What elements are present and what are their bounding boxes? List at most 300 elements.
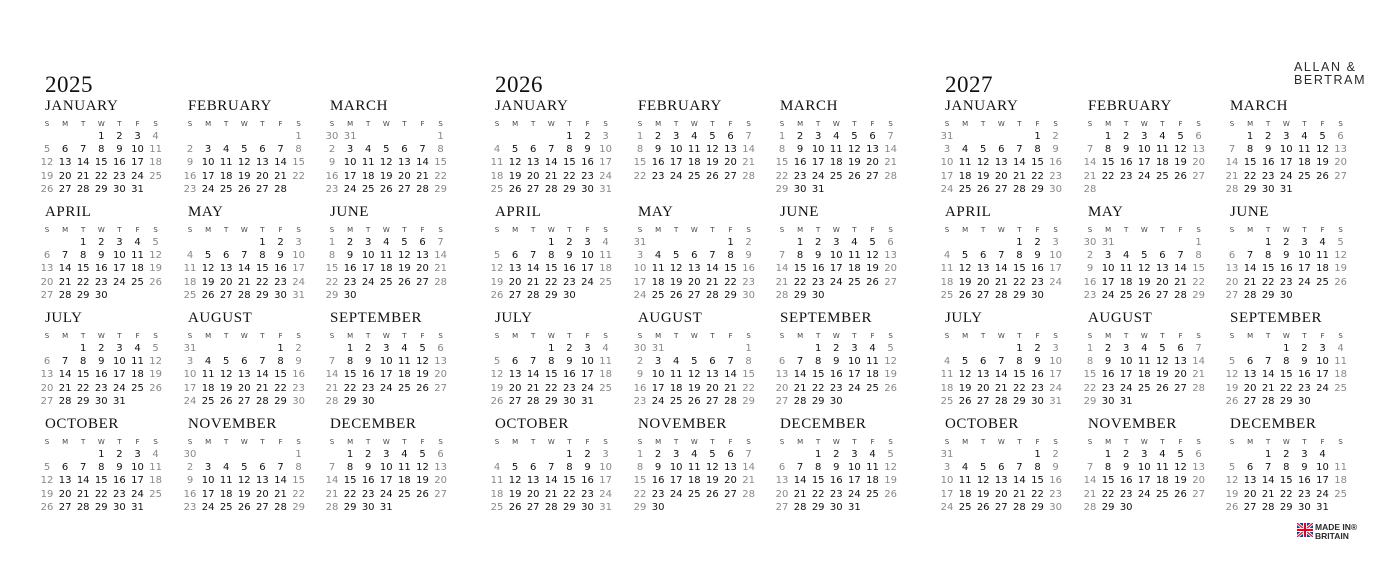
day-cell: 2	[1034, 343, 1041, 354]
day-cell: 3	[295, 237, 302, 248]
weekday-header: W	[382, 120, 390, 128]
day-cell: 24	[183, 395, 197, 407]
day-cell: 27	[976, 289, 990, 301]
month-name: NOVEMBER	[188, 416, 277, 432]
day-cell: 8	[437, 144, 444, 156]
day-cell: 15	[563, 475, 576, 487]
weekday-header: M	[62, 438, 69, 446]
day-cell: 13	[775, 369, 789, 381]
weekday-header: S	[329, 226, 335, 234]
weekday-header: T	[816, 438, 821, 446]
day-cell: 7	[709, 250, 716, 262]
weekday-header: F	[278, 120, 283, 128]
day-cell: 2	[186, 462, 194, 474]
weekday-header: T	[81, 226, 86, 234]
weekday-header: W	[382, 332, 390, 340]
day-cell: 7	[1246, 250, 1254, 262]
day-cell: 28	[1013, 501, 1026, 513]
day-cell: 18	[1334, 369, 1347, 381]
weekday-header: M	[797, 226, 804, 234]
day-cell: 13	[976, 263, 990, 275]
weekday-header: W	[832, 120, 840, 128]
day-cell: 5	[980, 462, 987, 474]
badge-line-1: MADE IN®	[1315, 522, 1358, 532]
month-name: MARCH	[1230, 98, 1289, 114]
day-cell: 29	[1013, 289, 1026, 301]
day-cell: 19	[1137, 276, 1151, 288]
day-cell: 3	[815, 131, 822, 142]
month-name: FEBRUARY	[1088, 98, 1172, 114]
month-2027-november	[1083, 416, 1223, 526]
day-cell: 3	[943, 144, 951, 156]
day-cell: 12	[884, 356, 897, 368]
month-2025-september	[325, 310, 465, 420]
month-2026-june	[775, 204, 915, 314]
day-cell: 14	[1243, 263, 1257, 275]
day-cell: 19	[669, 276, 683, 288]
weekday-header: F	[1035, 120, 1040, 128]
day-cell: 22	[1101, 170, 1115, 182]
day-cell: 9	[1104, 356, 1112, 368]
day-cell: 14	[742, 144, 755, 156]
day-cell: 22	[274, 382, 287, 394]
day-cell: 4	[1159, 131, 1166, 142]
day-cell: 19	[490, 382, 504, 394]
day-cell: 22	[292, 488, 305, 500]
day-cell: 14	[775, 263, 789, 275]
weekday-header: F	[278, 226, 283, 234]
day-cell: 22	[76, 276, 90, 288]
day-cell: 26	[490, 395, 504, 407]
day-cell: 11	[219, 157, 233, 169]
day-cell: 11	[1119, 263, 1133, 275]
day-cell: 20	[434, 369, 447, 381]
day-cell: 16	[1279, 263, 1293, 275]
day-cell: 12	[884, 462, 897, 474]
day-cell: 7	[259, 356, 266, 368]
day-cell: 16	[633, 382, 647, 394]
day-cell: 16	[361, 369, 375, 381]
day-cell: 25	[958, 501, 972, 513]
day-cell: 16	[183, 488, 197, 500]
day-cell: 1	[548, 237, 555, 248]
month-2027-july	[940, 310, 1080, 420]
year-label-2025: 2025	[45, 72, 93, 97]
weekday-header: F	[278, 332, 283, 340]
day-cell: 5	[152, 343, 159, 354]
month-2027-october	[940, 416, 1080, 526]
day-cell: 18	[219, 170, 233, 182]
day-cell: 30	[1031, 289, 1044, 301]
day-cell: 22	[544, 276, 558, 288]
day-cell: 8	[1246, 144, 1254, 156]
weekday-header: T	[1302, 332, 1307, 340]
weekday-header: W	[1140, 226, 1148, 234]
day-cell: 9	[1123, 144, 1130, 156]
day-cell: 6	[530, 144, 537, 156]
day-cell: 11	[940, 263, 954, 275]
day-cell: 1	[277, 343, 284, 354]
day-cell: 4	[365, 144, 372, 156]
day-cell: 1	[295, 131, 302, 142]
weekday-header: M	[347, 120, 354, 128]
day-cell: 21	[793, 488, 807, 500]
day-cell: 16	[1119, 475, 1133, 487]
day-cell: 27	[40, 289, 54, 301]
day-cell: 23	[1119, 488, 1133, 500]
day-cell: 4	[851, 237, 858, 248]
weekday-header: S	[779, 120, 785, 128]
weekday-header: T	[816, 120, 821, 128]
day-cell: 30	[361, 501, 375, 513]
day-cell: 11	[687, 462, 701, 474]
day-cell: 12	[237, 157, 251, 169]
day-cell: 25	[131, 382, 144, 394]
day-cell: 7	[277, 462, 284, 474]
day-cell: 12	[687, 369, 701, 381]
day-cell: 19	[201, 276, 215, 288]
weekday-header: F	[1320, 332, 1325, 340]
day-cell: 9	[1301, 462, 1308, 474]
day-cell: 20	[1243, 488, 1257, 500]
day-cell: 19	[866, 263, 879, 275]
day-cell: 3	[1319, 343, 1326, 354]
weekday-header: T	[981, 438, 986, 446]
day-cell: 22	[343, 382, 357, 394]
day-cell: 14	[58, 369, 72, 381]
weekday-header: F	[420, 438, 425, 446]
weekday-header: S	[888, 332, 893, 340]
day-cell: 31	[292, 289, 305, 301]
day-cell: 19	[1156, 369, 1169, 381]
day-cell: 20	[256, 170, 269, 182]
day-cell: 27	[508, 395, 522, 407]
day-cell: 25	[149, 488, 162, 500]
weekday-header: S	[1053, 120, 1058, 128]
day-cell: 5	[673, 250, 680, 262]
day-cell: 24	[1279, 170, 1293, 182]
weekday-header: S	[1087, 438, 1093, 446]
day-cell: 30	[1119, 501, 1133, 513]
day-cell: 4	[493, 144, 501, 156]
day-cell: 3	[1301, 449, 1308, 460]
day-cell: 25	[398, 382, 411, 394]
day-cell: 16	[292, 369, 305, 381]
month-name: APRIL	[45, 204, 92, 220]
day-cell: 9	[277, 250, 284, 262]
day-cell: 13	[1243, 475, 1257, 487]
day-cell: 20	[706, 382, 719, 394]
day-cell: 19	[884, 369, 897, 381]
day-cell: 19	[958, 382, 972, 394]
weekday-header: F	[1035, 332, 1040, 340]
weekday-header: T	[117, 120, 122, 128]
weekday-header: S	[1229, 120, 1235, 128]
weekday-header: M	[1105, 438, 1112, 446]
day-cell: 26	[398, 276, 411, 288]
day-cell: 14	[1083, 475, 1097, 487]
day-cell: 18	[829, 157, 843, 169]
day-cell: 16	[343, 263, 357, 275]
month-2026-september	[775, 310, 915, 420]
day-cell: 9	[654, 462, 662, 474]
day-cell: 22	[633, 170, 647, 182]
day-cell: 8	[1104, 144, 1112, 156]
day-cell: 29	[633, 501, 647, 513]
weekday-header: S	[603, 438, 608, 446]
day-cell: 16	[113, 157, 126, 169]
day-cell: 14	[1225, 157, 1239, 169]
weekday-header: S	[1053, 438, 1058, 446]
day-cell: 28	[325, 501, 339, 513]
day-cell: 20	[40, 276, 54, 288]
day-cell: 20	[1334, 157, 1347, 169]
day-cell: 27	[1192, 488, 1205, 500]
day-cell: 27	[508, 289, 522, 301]
day-cell: 15	[1013, 263, 1026, 275]
day-cell: 6	[259, 462, 266, 474]
day-cell: 13	[237, 369, 251, 381]
day-cell: 15	[274, 369, 287, 381]
day-cell: 22	[1013, 382, 1026, 394]
weekday-header: S	[1229, 438, 1235, 446]
day-cell: 26	[976, 501, 990, 513]
day-cell: 29	[94, 183, 108, 195]
month-name: JANUARY	[945, 98, 1019, 114]
month-name: MARCH	[780, 98, 839, 114]
weekday-header: S	[1053, 226, 1058, 234]
day-cell: 28	[58, 395, 72, 407]
day-cell: 1	[259, 237, 266, 248]
day-cell: 7	[1195, 343, 1202, 354]
day-cell: 23	[274, 276, 287, 288]
day-cell: 3	[636, 250, 644, 262]
day-cell: 10	[829, 250, 843, 262]
day-cell: 20	[866, 157, 879, 169]
day-cell: 19	[237, 488, 251, 500]
day-cell: 21	[237, 276, 251, 288]
day-cell: 12	[669, 263, 683, 275]
day-cell: 10	[651, 369, 665, 381]
day-cell: 27	[994, 183, 1008, 195]
day-cell: 19	[706, 157, 719, 169]
day-cell: 26	[976, 183, 990, 195]
weekday-header: T	[531, 226, 536, 234]
day-cell: 23	[1049, 170, 1062, 182]
weekday-header: T	[1160, 332, 1165, 340]
day-cell: 5	[401, 237, 408, 248]
day-cell: 3	[654, 356, 662, 368]
weekday-header: S	[1338, 332, 1343, 340]
day-cell: 1	[80, 343, 87, 354]
day-cell: 29	[76, 289, 90, 301]
day-cell: 4	[1337, 343, 1344, 354]
day-cell: 14	[76, 475, 90, 487]
day-cell: 13	[994, 475, 1008, 487]
day-cell: 20	[724, 475, 737, 487]
day-cell: 6	[1195, 449, 1202, 460]
day-cell: 19	[508, 488, 522, 500]
day-cell: 27	[687, 289, 701, 301]
day-cell: 15	[793, 263, 807, 275]
day-cell: 26	[1174, 170, 1187, 182]
day-cell: 25	[1334, 382, 1347, 394]
day-cell: 13	[994, 157, 1008, 169]
day-cell: 18	[490, 488, 504, 500]
day-cell: 25	[669, 395, 683, 407]
weekday-header: F	[1035, 438, 1040, 446]
day-cell: 12	[40, 475, 54, 487]
day-cell: 23	[94, 276, 108, 288]
day-cell: 19	[1334, 263, 1347, 275]
day-cell: 11	[1156, 462, 1169, 474]
day-cell: 17	[361, 263, 375, 275]
day-cell: 7	[328, 462, 336, 474]
day-cell: 23	[633, 395, 647, 407]
day-cell: 16	[361, 475, 375, 487]
day-cell: 3	[602, 131, 609, 142]
day-cell: 2	[636, 356, 644, 368]
day-cell: 11	[183, 263, 197, 275]
day-cell: 6	[419, 237, 426, 248]
day-cell: 19	[237, 170, 251, 182]
weekday-header: T	[402, 332, 407, 340]
weekday-header: M	[962, 120, 969, 128]
day-cell: 21	[274, 488, 287, 500]
day-cell: 12	[1174, 144, 1187, 156]
day-cell: 20	[508, 276, 522, 288]
day-cell: 5	[152, 237, 159, 248]
weekday-header: M	[205, 226, 212, 234]
day-cell: 23	[1083, 289, 1097, 301]
day-cell: 2	[1086, 250, 1094, 262]
day-cell: 12	[1225, 475, 1239, 487]
day-cell: 27	[1225, 289, 1239, 301]
day-cell: 28	[884, 170, 897, 182]
day-cell: 10	[1316, 356, 1329, 368]
day-cell: 3	[1141, 449, 1148, 460]
day-cell: 24	[581, 276, 594, 288]
day-cell: 28	[1243, 289, 1257, 301]
weekday-header: M	[62, 120, 69, 128]
day-cell: 4	[223, 144, 230, 156]
day-cell: 5	[980, 144, 987, 156]
day-cell: 27	[58, 501, 72, 513]
day-cell: 21	[544, 488, 558, 500]
day-cell: 21	[434, 263, 447, 275]
month-2026-december	[775, 416, 915, 526]
month-name: JULY	[45, 310, 83, 326]
day-cell: 25	[490, 501, 504, 513]
weekday-header: T	[81, 120, 86, 128]
day-cell: 3	[204, 144, 212, 156]
month-2025-june	[325, 204, 465, 314]
day-cell: 7	[745, 449, 752, 460]
day-cell: 3	[1123, 343, 1130, 354]
day-cell: 2	[116, 449, 123, 460]
day-cell: 18	[149, 475, 162, 487]
day-cell: 13	[40, 369, 54, 381]
day-cell: 1	[1016, 343, 1023, 354]
day-cell: 26	[848, 170, 861, 182]
day-cell: 24	[201, 501, 215, 513]
weekday-header: T	[710, 120, 715, 128]
weekday-header: W	[690, 226, 698, 234]
day-cell: 10	[940, 157, 954, 169]
month-name: NOVEMBER	[638, 416, 727, 432]
day-cell: 21	[1174, 276, 1187, 288]
day-cell: 20	[976, 382, 990, 394]
day-cell: 24	[829, 276, 843, 288]
day-cell: 9	[365, 356, 372, 368]
day-cell: 7	[1086, 462, 1094, 474]
weekday-header: M	[655, 120, 662, 128]
day-cell: 15	[76, 263, 90, 275]
day-cell: 26	[884, 488, 897, 500]
day-cell: 18	[651, 276, 665, 288]
day-cell: 15	[563, 157, 576, 169]
day-cell: 5	[1177, 449, 1184, 460]
day-cell: 26	[1225, 501, 1239, 513]
day-cell: 30	[94, 395, 108, 407]
day-cell: 8	[295, 144, 302, 156]
day-cell: 1	[98, 449, 105, 460]
day-cell: 8	[1265, 250, 1272, 262]
day-cell: 6	[61, 462, 69, 474]
day-cell: 18	[1156, 157, 1169, 169]
day-cell: 24	[131, 170, 144, 182]
day-cell: 5	[383, 144, 390, 156]
weekday-header: M	[962, 438, 969, 446]
day-cell: 23	[581, 488, 594, 500]
day-cell: 17	[581, 263, 594, 275]
day-cell: 14	[237, 263, 251, 275]
day-cell: 14	[1174, 263, 1187, 275]
day-cell: 23	[651, 170, 665, 182]
day-cell: 5	[887, 343, 894, 354]
day-cell: 2	[654, 449, 662, 460]
day-cell: 2	[815, 237, 822, 248]
day-cell: 28	[1083, 183, 1097, 195]
day-cell: 9	[1034, 250, 1041, 262]
day-cell: 23	[1298, 488, 1311, 500]
day-cell: 3	[833, 237, 840, 248]
day-cell: 27	[1192, 170, 1205, 182]
day-cell: 2	[833, 449, 840, 460]
weekday-header: F	[1178, 120, 1183, 128]
day-cell: 21	[706, 276, 719, 288]
day-cell: 18	[398, 369, 411, 381]
brand-logo	[1294, 61, 1366, 87]
day-cell: 1	[636, 131, 644, 142]
day-cell: 11	[1316, 250, 1329, 262]
day-cell: 25	[131, 276, 144, 288]
day-cell: 4	[1319, 449, 1326, 460]
day-cell: 8	[295, 462, 302, 474]
day-cell: 18	[866, 475, 879, 487]
weekday-header: S	[637, 120, 643, 128]
weekday-header: T	[366, 226, 371, 234]
day-cell: 8	[1034, 144, 1041, 156]
brand-line-2: BERTRAM	[1294, 73, 1367, 87]
day-cell: 25	[940, 395, 954, 407]
weekday-header: T	[852, 226, 857, 234]
day-cell: 20	[994, 170, 1008, 182]
day-cell: 11	[651, 263, 665, 275]
weekday-header: S	[1196, 332, 1201, 340]
day-cell: 6	[998, 462, 1005, 474]
day-cell: 29	[563, 501, 576, 513]
